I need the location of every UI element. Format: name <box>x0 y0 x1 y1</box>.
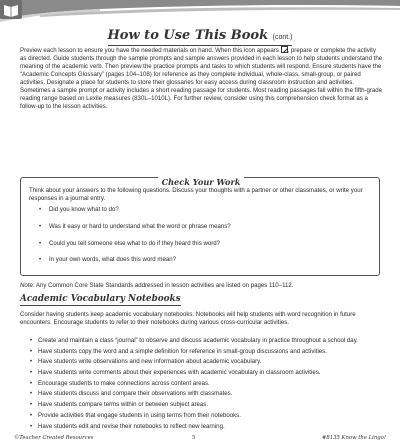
bullet-icon: • <box>30 411 33 419</box>
bullet-icon: • <box>30 337 33 344</box>
bullet-icon: • <box>30 347 33 355</box>
bullet-icon: • <box>39 222 42 230</box>
footer-publisher: ©Teacher Created Resources <box>14 435 94 441</box>
standards-note <box>20 282 380 290</box>
notebook-item-text: Have students discuss and compare their observations with classmates. <box>38 390 233 398</box>
check-item-text: Could you tell someone else what to do if they heard this word? <box>49 239 221 247</box>
check-list-item <box>39 223 369 240</box>
footer-product: #8135 Know the Lingo! <box>321 435 386 441</box>
page-title-suffix: (cont.) <box>272 34 293 41</box>
check-list-item <box>39 240 369 257</box>
pencil-box-icon <box>281 46 288 53</box>
notebook-list-item <box>30 390 380 398</box>
intro-paragraph <box>20 46 384 111</box>
banner-swoosh <box>0 0 400 26</box>
notebook-item-text: Provide activities that engage students in using terms from their notebooks. <box>38 411 241 419</box>
notebook-item-text: Have students write observations and new information about academic vocabulary. <box>38 358 262 366</box>
notebook-item-text: Have students write comments about their experiences with academic vocabulary in classroom activities. <box>38 369 321 377</box>
check-your-work-title: Check Your Work <box>158 177 245 187</box>
page-title <box>108 29 293 46</box>
header-banner <box>0 0 400 26</box>
notebook-item-text: Have students copy the word and a simple definition for reference in small-group discussions and activities. <box>38 347 327 355</box>
notebook-list-item <box>30 369 380 377</box>
bullet-icon: • <box>39 239 42 247</box>
notebook-list-item <box>30 348 380 356</box>
notebook-item-text: Have students compare terms within or between subject areas. <box>38 401 209 409</box>
check-list <box>39 206 369 273</box>
page-title-area <box>0 26 400 44</box>
check-item-text: Did you know what to do? <box>49 206 119 213</box>
bullet-icon: • <box>30 422 33 430</box>
notebook-list-item <box>30 401 380 409</box>
notebook-item-text: Create and maintain a class “journal” to observe and discuss academic vocabulary in practice throughout a school day. <box>38 337 358 344</box>
notebook-list-item <box>30 412 380 420</box>
page-footer <box>14 435 386 443</box>
page-title-text: How to Use This Book <box>107 28 269 43</box>
notebook-list-item <box>30 358 380 366</box>
check-intro: Think about your answers to the following questions. Discuss your thoughts with a partner or other classmates, or write your responses in a journal entry. <box>29 187 363 202</box>
check-list-item <box>39 206 369 223</box>
notebook-list-item <box>30 380 380 388</box>
notebook-list-item <box>30 337 380 345</box>
bullet-icon: • <box>30 358 33 366</box>
footer-page-number: 5 <box>192 435 196 441</box>
notebooks-heading: Academic Vocabulary Notebooks <box>20 294 181 304</box>
intro-text-end: , prepare or complete the activity as directed. Guide students through the sample prompts and sample answers provided in each lesson to help students understand the meaning of the academic verb. Then preview the practice prompts and tasks to which students will respond. Ensure students have the “Academic Concepts Glossary” (pages 104–108) for reference as they complete individual, whole-class, small-group, or paired activities. Designate a place for students to store their glossaries for easy access during classroom instruction and activities. Sometimes a sample prompt or activity includes a short reading passage for students. Most reading passages fall within the fifth-grade reading range based on Lexile measures (830L–1010L). For further review, consider using this comprehension check format as a follow-up to the lesson activities. <box>20 47 383 111</box>
notebook-list-item <box>30 423 380 431</box>
bullet-icon: • <box>30 390 33 398</box>
notebook-item-text: Have students edit and revise their notebooks to reflect new learning. <box>38 422 225 430</box>
intro-text-start: Preview each lesson to ensure you have the needed materials on hand. When this icon appears <box>20 47 279 54</box>
open-book-icon <box>0 0 22 19</box>
notebooks-list <box>30 337 380 433</box>
check-item-text: In your own words, what does this word mean? <box>49 256 177 264</box>
check-item-text: Was it easy or hard to understand what the word or phrase means? <box>49 222 231 230</box>
bullet-icon: • <box>39 206 42 213</box>
bullet-icon: • <box>39 256 42 264</box>
bullet-icon: • <box>30 401 33 409</box>
notebook-item-text: Encourage students to make connections across content areas. <box>38 379 210 387</box>
note-label: Note: <box>20 282 35 289</box>
note-text: Any Common Core State Standards addressed in lesson activities are listed on pages 110–112. <box>34 282 294 289</box>
notebooks-intro: Consider having students keep academic vocabulary notebooks. Notebooks will help students with word recognition in future encounters. Encourage students to refer to their notebooks during various cross-curricular activities. <box>20 311 356 326</box>
check-your-work-box <box>20 177 380 276</box>
bullet-icon: • <box>30 369 33 377</box>
bullet-icon: • <box>30 379 33 387</box>
check-list-item <box>39 256 369 273</box>
